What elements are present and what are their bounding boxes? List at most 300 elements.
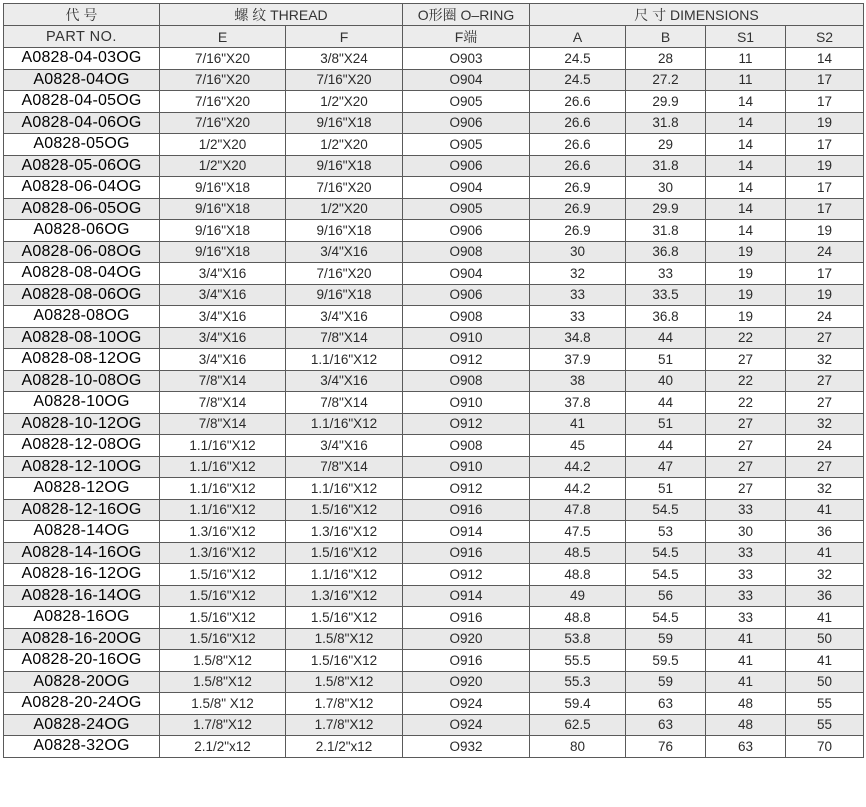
thread-e-cell: 7/16"X20 <box>160 69 286 91</box>
table-row <box>4 693 864 715</box>
part-no-cell: A0828-06-05OG <box>4 198 160 220</box>
dim-s1-cell: 14 <box>706 91 786 113</box>
dim-a-cell: 49 <box>530 585 626 607</box>
thread-f-cell: 1.1/16"X12 <box>286 564 403 586</box>
oring-cell: O924 <box>403 693 530 715</box>
thread-e-cell: 7/8"X14 <box>160 413 286 435</box>
dim-s2-cell: 32 <box>786 413 864 435</box>
dim-s1-cell: 63 <box>706 736 786 758</box>
part-no-cell: A0828-32OG <box>4 736 160 758</box>
dim-b-cell: 59.5 <box>626 650 706 672</box>
part-no-cell: A0828-08OG <box>4 306 160 328</box>
col-s1-header: S1 <box>706 26 786 48</box>
thread-e-cell: 3/4"X16 <box>160 284 286 306</box>
dim-s2-cell: 17 <box>786 69 864 91</box>
table-row <box>4 671 864 693</box>
spec-table <box>3 3 864 758</box>
table-row <box>4 284 864 306</box>
thread-f-cell: 1.3/16"X12 <box>286 585 403 607</box>
part-no-cell: A0828-04-03OG <box>4 48 160 70</box>
table-row <box>4 241 864 263</box>
part-no-cell: A0828-10-12OG <box>4 413 160 435</box>
dim-a-cell: 48.5 <box>530 542 626 564</box>
dim-s2-cell: 24 <box>786 435 864 457</box>
dim-b-cell: 51 <box>626 349 706 371</box>
oring-cell: O920 <box>403 671 530 693</box>
thread-e-cell: 7/16"X20 <box>160 91 286 113</box>
col-s2-header: S2 <box>786 26 864 48</box>
thread-f-cell: 9/16"X18 <box>286 284 403 306</box>
thread-e-cell: 1.5/16"X12 <box>160 564 286 586</box>
dim-b-cell: 27.2 <box>626 69 706 91</box>
part-no-cell: A0828-08-04OG <box>4 263 160 285</box>
table-row <box>4 564 864 586</box>
dim-a-cell: 53.8 <box>530 628 626 650</box>
part-no-cell: A0828-04OG <box>4 69 160 91</box>
thread-e-cell: 3/4"X16 <box>160 327 286 349</box>
thread-e-cell: 9/16"X18 <box>160 241 286 263</box>
table-row <box>4 542 864 564</box>
dimensions-group-header: 尺 寸 DIMENSIONS <box>530 4 864 26</box>
part-no-cell: A0828-20OG <box>4 671 160 693</box>
code-header: 代 号 <box>4 4 160 26</box>
dim-a-cell: 59.4 <box>530 693 626 715</box>
dim-s2-cell: 24 <box>786 306 864 328</box>
dim-s2-cell: 17 <box>786 177 864 199</box>
dim-s1-cell: 22 <box>706 370 786 392</box>
dim-a-cell: 47.5 <box>530 521 626 543</box>
dim-b-cell: 33 <box>626 263 706 285</box>
table-row <box>4 714 864 736</box>
part-no-cell: A0828-16-12OG <box>4 564 160 586</box>
oring-cell: O904 <box>403 177 530 199</box>
dim-s1-cell: 19 <box>706 263 786 285</box>
table-row <box>4 413 864 435</box>
thread-f-cell: 1.5/16"X12 <box>286 499 403 521</box>
oring-cell: O906 <box>403 112 530 134</box>
table-row <box>4 263 864 285</box>
dim-a-cell: 32 <box>530 263 626 285</box>
table-row <box>4 478 864 500</box>
table-row <box>4 650 864 672</box>
dim-s2-cell: 36 <box>786 521 864 543</box>
table-row <box>4 370 864 392</box>
dim-s2-cell: 17 <box>786 198 864 220</box>
table-row <box>4 155 864 177</box>
dim-a-cell: 26.6 <box>530 134 626 156</box>
table-row <box>4 327 864 349</box>
col-b-header: B <box>626 26 706 48</box>
thread-e-cell: 1/2"X20 <box>160 134 286 156</box>
dim-a-cell: 38 <box>530 370 626 392</box>
oring-cell: O916 <box>403 650 530 672</box>
thread-f-cell: 9/16"X18 <box>286 220 403 242</box>
thread-f-cell: 1.5/16"X12 <box>286 650 403 672</box>
table-row <box>4 585 864 607</box>
col-a-header: A <box>530 26 626 48</box>
part-no-cell: A0828-10OG <box>4 392 160 414</box>
dim-b-cell: 28 <box>626 48 706 70</box>
table-row <box>4 198 864 220</box>
dim-a-cell: 55.5 <box>530 650 626 672</box>
thread-e-cell: 3/4"X16 <box>160 306 286 328</box>
thread-f-cell: 7/8"X14 <box>286 392 403 414</box>
thread-e-cell: 3/4"X16 <box>160 349 286 371</box>
thread-f-cell: 3/4"X16 <box>286 370 403 392</box>
dim-b-cell: 51 <box>626 478 706 500</box>
dim-a-cell: 62.5 <box>530 714 626 736</box>
dim-b-cell: 31.8 <box>626 155 706 177</box>
dim-b-cell: 63 <box>626 714 706 736</box>
dim-s1-cell: 27 <box>706 478 786 500</box>
table-row <box>4 134 864 156</box>
thread-e-cell: 7/8"X14 <box>160 370 286 392</box>
dim-s2-cell: 55 <box>786 693 864 715</box>
dim-b-cell: 33.5 <box>626 284 706 306</box>
part-no-cell: A0828-08-12OG <box>4 349 160 371</box>
dim-b-cell: 29.9 <box>626 198 706 220</box>
dim-s1-cell: 14 <box>706 220 786 242</box>
part-no-cell: A0828-12-10OG <box>4 456 160 478</box>
dim-s1-cell: 41 <box>706 650 786 672</box>
dim-a-cell: 24.5 <box>530 48 626 70</box>
oring-cell: O914 <box>403 521 530 543</box>
dim-s2-cell: 41 <box>786 650 864 672</box>
dim-s2-cell: 27 <box>786 456 864 478</box>
dim-s1-cell: 14 <box>706 134 786 156</box>
dim-a-cell: 37.8 <box>530 392 626 414</box>
part-no-cell: A0828-16OG <box>4 607 160 629</box>
dim-b-cell: 31.8 <box>626 220 706 242</box>
thread-f-cell: 1/2"X20 <box>286 198 403 220</box>
dim-s2-cell: 55 <box>786 714 864 736</box>
oring-cell: O906 <box>403 155 530 177</box>
oring-cell: O903 <box>403 48 530 70</box>
dim-b-cell: 44 <box>626 435 706 457</box>
oring-cell: O908 <box>403 370 530 392</box>
dim-b-cell: 56 <box>626 585 706 607</box>
oring-cell: O906 <box>403 284 530 306</box>
dim-s1-cell: 33 <box>706 585 786 607</box>
thread-e-cell: 1.5/16"X12 <box>160 585 286 607</box>
dim-b-cell: 40 <box>626 370 706 392</box>
dim-s2-cell: 14 <box>786 48 864 70</box>
part-no-cell: A0828-08-06OG <box>4 284 160 306</box>
oring-cell: O910 <box>403 456 530 478</box>
thread-e-cell: 1.5/8" X12 <box>160 693 286 715</box>
table-row <box>4 69 864 91</box>
dim-a-cell: 44.2 <box>530 478 626 500</box>
table-row <box>4 91 864 113</box>
dim-s1-cell: 27 <box>706 349 786 371</box>
table-row <box>4 628 864 650</box>
dim-s2-cell: 50 <box>786 628 864 650</box>
dim-s2-cell: 32 <box>786 349 864 371</box>
part-no-cell: A0828-06-04OG <box>4 177 160 199</box>
dim-a-cell: 48.8 <box>530 607 626 629</box>
part-no-cell: A0828-04-06OG <box>4 112 160 134</box>
dim-b-cell: 29.9 <box>626 91 706 113</box>
dim-s1-cell: 14 <box>706 112 786 134</box>
oring-cell: O910 <box>403 392 530 414</box>
dim-s2-cell: 41 <box>786 542 864 564</box>
dim-b-cell: 44 <box>626 392 706 414</box>
dim-a-cell: 30 <box>530 241 626 263</box>
thread-e-cell: 2.1/2"x12 <box>160 736 286 758</box>
dim-a-cell: 26.6 <box>530 91 626 113</box>
thread-f-cell: 1/2"X20 <box>286 91 403 113</box>
dim-s1-cell: 19 <box>706 241 786 263</box>
oring-group-header: O形圈 O–RING <box>403 4 530 26</box>
part-no-cell: A0828-14-16OG <box>4 542 160 564</box>
thread-f-cell: 7/16"X20 <box>286 69 403 91</box>
dim-s1-cell: 27 <box>706 435 786 457</box>
dim-s2-cell: 17 <box>786 91 864 113</box>
dim-b-cell: 54.5 <box>626 499 706 521</box>
dim-s1-cell: 19 <box>706 306 786 328</box>
thread-f-cell: 1.1/16"X12 <box>286 349 403 371</box>
dim-b-cell: 53 <box>626 521 706 543</box>
thread-e-cell: 1.1/16"X12 <box>160 499 286 521</box>
table-row <box>4 392 864 414</box>
dim-s2-cell: 41 <box>786 499 864 521</box>
dim-a-cell: 45 <box>530 435 626 457</box>
col-e-header: E <box>160 26 286 48</box>
table-row <box>4 499 864 521</box>
thread-f-cell: 1.5/16"X12 <box>286 542 403 564</box>
thread-f-cell: 1.1/16"X12 <box>286 478 403 500</box>
table-row <box>4 306 864 328</box>
dim-s2-cell: 32 <box>786 564 864 586</box>
oring-cell: O904 <box>403 263 530 285</box>
dim-b-cell: 59 <box>626 628 706 650</box>
thread-group-header: 螺 纹 THREAD <box>160 4 403 26</box>
dim-b-cell: 29 <box>626 134 706 156</box>
oring-cell: O908 <box>403 306 530 328</box>
dim-b-cell: 54.5 <box>626 607 706 629</box>
thread-e-cell: 1.5/8"X12 <box>160 671 286 693</box>
thread-e-cell: 1.7/8"X12 <box>160 714 286 736</box>
dim-s2-cell: 19 <box>786 155 864 177</box>
part-no-cell: A0828-08-10OG <box>4 327 160 349</box>
thread-e-cell: 3/4"X16 <box>160 263 286 285</box>
part-no-cell: A0828-04-05OG <box>4 91 160 113</box>
part-no-cell: A0828-12OG <box>4 478 160 500</box>
thread-f-cell: 3/4"X16 <box>286 306 403 328</box>
dim-s1-cell: 30 <box>706 521 786 543</box>
table-row <box>4 220 864 242</box>
thread-e-cell: 7/16"X20 <box>160 48 286 70</box>
oring-cell: O908 <box>403 241 530 263</box>
thread-e-cell: 1.1/16"X12 <box>160 435 286 457</box>
thread-f-cell: 2.1/2"x12 <box>286 736 403 758</box>
dim-s1-cell: 14 <box>706 198 786 220</box>
thread-e-cell: 1.3/16"X12 <box>160 542 286 564</box>
dim-s1-cell: 14 <box>706 155 786 177</box>
thread-f-cell: 1/2"X20 <box>286 134 403 156</box>
dim-b-cell: 36.8 <box>626 241 706 263</box>
table-body <box>4 48 864 758</box>
oring-cell: O914 <box>403 585 530 607</box>
thread-e-cell: 1.3/16"X12 <box>160 521 286 543</box>
part-no-cell: A0828-05-06OG <box>4 155 160 177</box>
dim-a-cell: 24.5 <box>530 69 626 91</box>
dim-b-cell: 59 <box>626 671 706 693</box>
table-row <box>4 521 864 543</box>
oring-cell: O905 <box>403 198 530 220</box>
thread-f-cell: 1.7/8"X12 <box>286 693 403 715</box>
thread-f-cell: 3/8"X24 <box>286 48 403 70</box>
table-row <box>4 456 864 478</box>
oring-cell: O910 <box>403 327 530 349</box>
thread-f-cell: 1.5/8"X12 <box>286 671 403 693</box>
thread-f-cell: 3/4"X16 <box>286 435 403 457</box>
dim-a-cell: 37.9 <box>530 349 626 371</box>
dim-s2-cell: 19 <box>786 112 864 134</box>
dim-s1-cell: 22 <box>706 327 786 349</box>
dim-b-cell: 44 <box>626 327 706 349</box>
thread-e-cell: 9/16"X18 <box>160 177 286 199</box>
thread-e-cell: 9/16"X18 <box>160 198 286 220</box>
dim-s1-cell: 33 <box>706 542 786 564</box>
dim-s1-cell: 41 <box>706 671 786 693</box>
table-row <box>4 435 864 457</box>
dim-a-cell: 33 <box>530 284 626 306</box>
oring-cell: O924 <box>403 714 530 736</box>
thread-e-cell: 1.5/16"X12 <box>160 607 286 629</box>
oring-cell: O908 <box>403 435 530 457</box>
thread-f-cell: 9/16"X18 <box>286 155 403 177</box>
dim-s1-cell: 14 <box>706 177 786 199</box>
dim-a-cell: 41 <box>530 413 626 435</box>
oring-cell: O916 <box>403 542 530 564</box>
dim-s2-cell: 32 <box>786 478 864 500</box>
dim-s1-cell: 11 <box>706 48 786 70</box>
dim-s1-cell: 33 <box>706 499 786 521</box>
part-no-cell: A0828-06OG <box>4 220 160 242</box>
dim-a-cell: 34.8 <box>530 327 626 349</box>
dim-s2-cell: 19 <box>786 220 864 242</box>
dim-b-cell: 31.8 <box>626 112 706 134</box>
dim-a-cell: 44.2 <box>530 456 626 478</box>
oring-cell: O916 <box>403 499 530 521</box>
thread-f-cell: 7/8"X14 <box>286 327 403 349</box>
dim-b-cell: 30 <box>626 177 706 199</box>
oring-cell: O920 <box>403 628 530 650</box>
col-f-header: F <box>286 26 403 48</box>
dim-a-cell: 55.3 <box>530 671 626 693</box>
thread-f-cell: 1.1/16"X12 <box>286 413 403 435</box>
dim-a-cell: 48.8 <box>530 564 626 586</box>
thread-f-cell: 1.5/8"X12 <box>286 628 403 650</box>
part-no-cell: A0828-14OG <box>4 521 160 543</box>
dim-b-cell: 63 <box>626 693 706 715</box>
dim-b-cell: 51 <box>626 413 706 435</box>
dim-s1-cell: 27 <box>706 413 786 435</box>
dim-s2-cell: 36 <box>786 585 864 607</box>
dim-a-cell: 33 <box>530 306 626 328</box>
thread-f-cell: 7/8"X14 <box>286 456 403 478</box>
thread-f-cell: 7/16"X20 <box>286 263 403 285</box>
dim-s2-cell: 70 <box>786 736 864 758</box>
thread-e-cell: 1.5/16"X12 <box>160 628 286 650</box>
dim-a-cell: 26.9 <box>530 198 626 220</box>
dim-s1-cell: 33 <box>706 607 786 629</box>
thread-e-cell: 1.1/16"X12 <box>160 478 286 500</box>
part-no-cell: A0828-06-08OG <box>4 241 160 263</box>
dim-s2-cell: 50 <box>786 671 864 693</box>
dim-a-cell: 26.6 <box>530 112 626 134</box>
dim-s1-cell: 48 <box>706 714 786 736</box>
part-no-header: PART NO. <box>4 26 160 48</box>
thread-e-cell: 1.1/16"X12 <box>160 456 286 478</box>
dim-a-cell: 26.6 <box>530 155 626 177</box>
oring-cell: O912 <box>403 349 530 371</box>
thread-f-cell: 1.7/8"X12 <box>286 714 403 736</box>
oring-cell: O912 <box>403 564 530 586</box>
dim-s2-cell: 17 <box>786 134 864 156</box>
table-row <box>4 349 864 371</box>
dim-s2-cell: 27 <box>786 392 864 414</box>
part-no-cell: A0828-16-20OG <box>4 628 160 650</box>
table-header <box>4 4 864 48</box>
dim-b-cell: 47 <box>626 456 706 478</box>
thread-e-cell: 7/16"X20 <box>160 112 286 134</box>
header-row-groups <box>4 4 864 26</box>
dim-s1-cell: 11 <box>706 69 786 91</box>
dim-s2-cell: 27 <box>786 327 864 349</box>
oring-cell: O912 <box>403 478 530 500</box>
dim-b-cell: 36.8 <box>626 306 706 328</box>
oring-cell: O904 <box>403 69 530 91</box>
oring-cell: O906 <box>403 220 530 242</box>
part-no-cell: A0828-12-16OG <box>4 499 160 521</box>
thread-e-cell: 1.5/8"X12 <box>160 650 286 672</box>
dim-a-cell: 26.9 <box>530 177 626 199</box>
thread-e-cell: 9/16"X18 <box>160 220 286 242</box>
part-no-cell: A0828-16-14OG <box>4 585 160 607</box>
dim-s2-cell: 19 <box>786 284 864 306</box>
thread-e-cell: 1/2"X20 <box>160 155 286 177</box>
dim-s2-cell: 27 <box>786 370 864 392</box>
table-row <box>4 112 864 134</box>
part-no-cell: A0828-24OG <box>4 714 160 736</box>
thread-f-cell: 9/16"X18 <box>286 112 403 134</box>
dim-s2-cell: 41 <box>786 607 864 629</box>
oring-cell: O905 <box>403 134 530 156</box>
part-no-cell: A0828-20-16OG <box>4 650 160 672</box>
dim-s2-cell: 24 <box>786 241 864 263</box>
oring-cell: O916 <box>403 607 530 629</box>
oring-cell: O932 <box>403 736 530 758</box>
part-no-cell: A0828-20-24OG <box>4 693 160 715</box>
dim-a-cell: 26.9 <box>530 220 626 242</box>
thread-f-cell: 1.5/16"X12 <box>286 607 403 629</box>
col-f-end-header: F端 <box>403 26 530 48</box>
dim-s1-cell: 19 <box>706 284 786 306</box>
dim-s1-cell: 27 <box>706 456 786 478</box>
dim-b-cell: 76 <box>626 736 706 758</box>
table-row <box>4 607 864 629</box>
table-row <box>4 736 864 758</box>
oring-cell: O905 <box>403 91 530 113</box>
dim-s2-cell: 17 <box>786 263 864 285</box>
thread-f-cell: 7/16"X20 <box>286 177 403 199</box>
part-no-cell: A0828-05OG <box>4 134 160 156</box>
table-row <box>4 48 864 70</box>
thread-f-cell: 1.3/16"X12 <box>286 521 403 543</box>
dim-a-cell: 47.8 <box>530 499 626 521</box>
